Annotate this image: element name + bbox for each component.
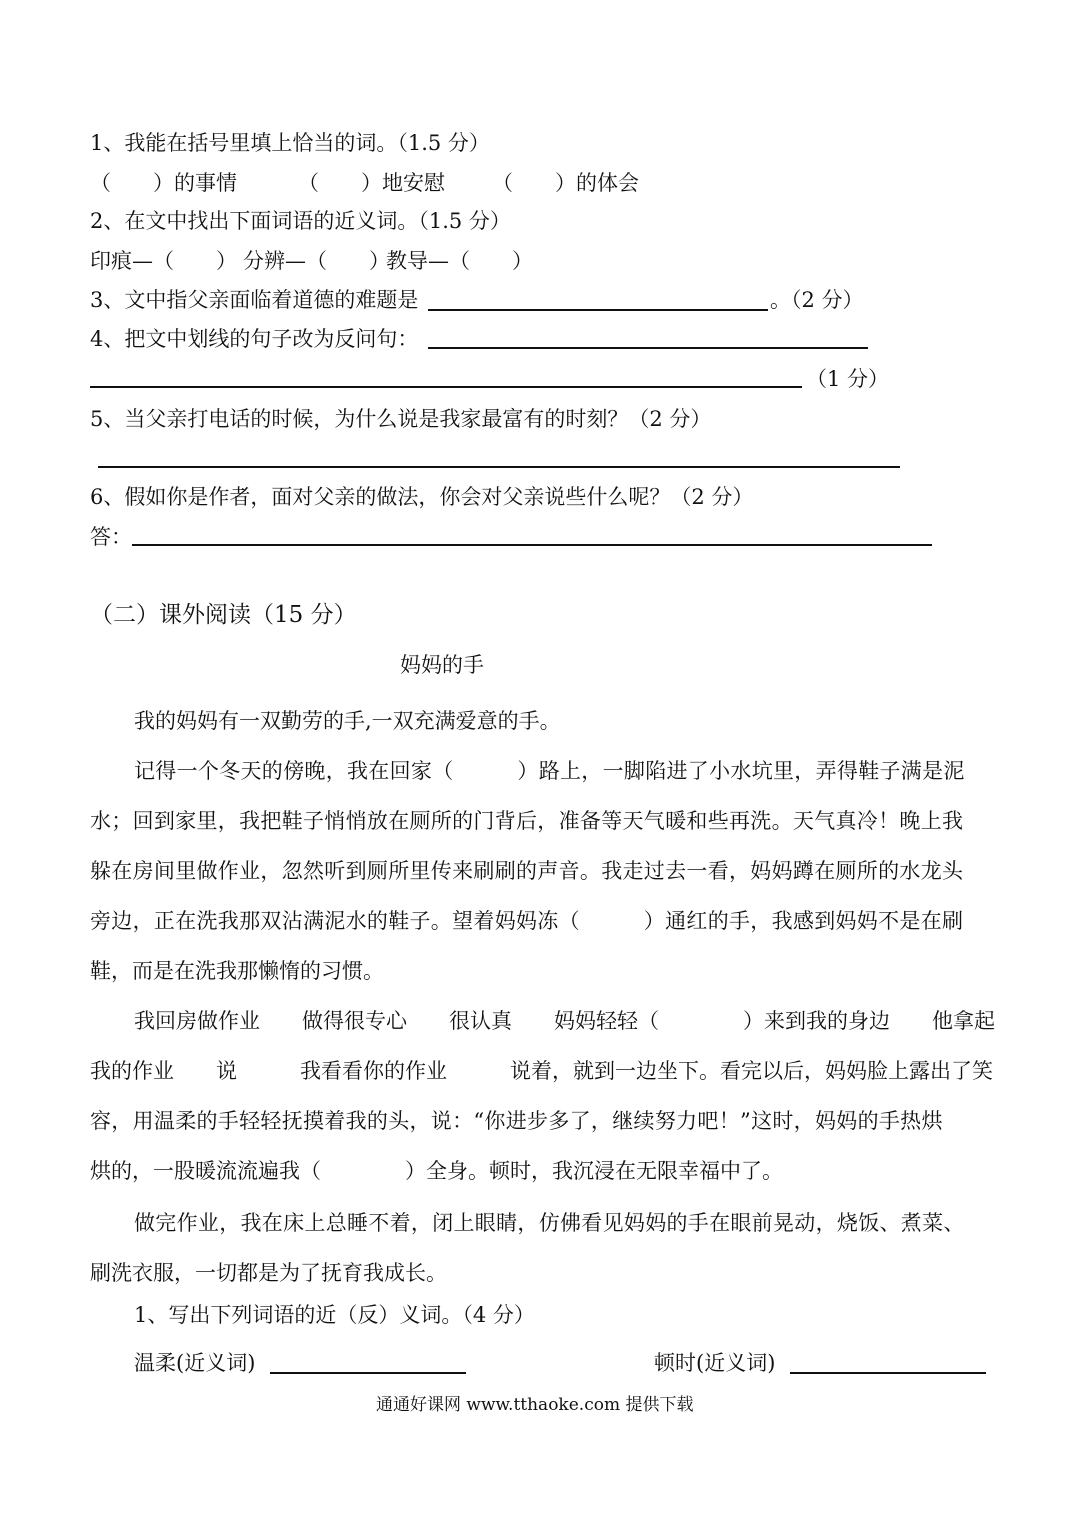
sub1-item-1: 温柔(近义词) [134, 1351, 256, 1375]
article-line-2: 记得一个冬天的傍晚，我在回家（ ）路上，一脚陷进了小水坑里，弄得鞋子满是泥 [134, 759, 965, 783]
article-line-3: 水；回到家里，我把鞋子悄悄放在厕所的门背后，准备等天气暖和些再洗。天气真冷！晚上我 [90, 809, 964, 833]
footer-text: 通通好课网 www.tthaoke.com 提供下载 [376, 1395, 694, 1415]
article-line-9: 容，用温柔的手轻轻抚摸着我的头，说：“你进步多了，继续努力吧！”这时，妈妈的手热烘 [90, 1109, 943, 1133]
q3-score: 。（2 分） [770, 288, 864, 312]
article-line-4: 躲在房间里做作业，忽然听到厕所里传来刷刷的声音。我走过去一看，妈妈蹲在厕所的水龙头 [90, 859, 964, 883]
sub1-item-2: 顿时(近义词) [654, 1351, 776, 1375]
q4-answer-line-1[interactable] [428, 347, 868, 349]
q6-answer-line[interactable] [132, 544, 932, 546]
article-line-8: 我的作业 说 我看看你的作业 说着，就到一边坐下。看完以后，妈妈脸上露出了笑 [90, 1059, 993, 1083]
sub1-title: 1、写出下列词语的近（反）义词。（4 分） [134, 1303, 535, 1327]
q1-title: 1、我能在括号里填上恰当的词。（1.5 分） [90, 131, 490, 155]
article-title: 妈妈的手 [400, 653, 484, 677]
q3-text: 3、文中指父亲面临着道德的难题是 [90, 288, 419, 312]
q2-item-2: 分辨—（ ） [243, 249, 390, 273]
q4-score: （1 分） [806, 367, 890, 391]
q4-answer-line-2[interactable] [90, 386, 802, 388]
q3-answer-line[interactable] [428, 309, 768, 311]
q1-blank-3: （ ）的体会 [492, 171, 639, 195]
q5-text: 5、当父亲打电话的时候，为什么说是我家最富有的时刻？（2 分） [90, 407, 712, 431]
article-line-7: 我回房做作业 做得很专心 很认真 妈妈轻轻（ ）来到我的身边 他拿起 [134, 1009, 995, 1033]
article-line-5: 旁边，正在洗我那双沾满泥水的鞋子。望着妈妈冻（ ）通红的手，我感到妈妈不是在刷 [90, 909, 964, 933]
article-line-12: 刷洗衣服，一切都是为了抚育我成长。 [90, 1261, 447, 1285]
q5-answer-line[interactable] [98, 466, 900, 468]
q2-title: 2、在文中找出下面词语的近义词。（1.5 分） [90, 209, 511, 233]
q1-blank-2: （ ）地安慰 [298, 171, 445, 195]
q1-blank-1: （ ）的事情 [90, 171, 237, 195]
article-line-1: 我的妈妈有一双勤劳的手,一双充满爱意的手。 [134, 709, 561, 733]
q2-item-3: 教导—（ ） [386, 249, 533, 273]
q4-text: 4、把文中划线的句子改为反问句： [90, 327, 419, 351]
q6-answer-label: 答： [90, 525, 132, 549]
sub1-answer-line-1[interactable] [270, 1372, 466, 1374]
q6-text: 6、假如你是作者，面对父亲的做法，你会对父亲说些什么呢？（2 分） [90, 485, 754, 509]
q2-item-1: 印痕—（ ） [90, 249, 237, 273]
article-line-10: 烘的，一股暖流流遍我（ ）全身。顿时，我沉浸在无限幸福中了。 [90, 1159, 783, 1183]
sub1-answer-line-2[interactable] [790, 1372, 986, 1374]
section-title: （二）课外阅读（15 分） [90, 602, 357, 628]
article-line-11: 做完作业，我在床上总睡不着，闭上眼睛，仿佛看见妈妈的手在眼前晃动，烧饭、煮菜、 [134, 1211, 965, 1235]
article-line-6: 鞋，而是在洗我那懒惰的习惯。 [90, 959, 384, 983]
